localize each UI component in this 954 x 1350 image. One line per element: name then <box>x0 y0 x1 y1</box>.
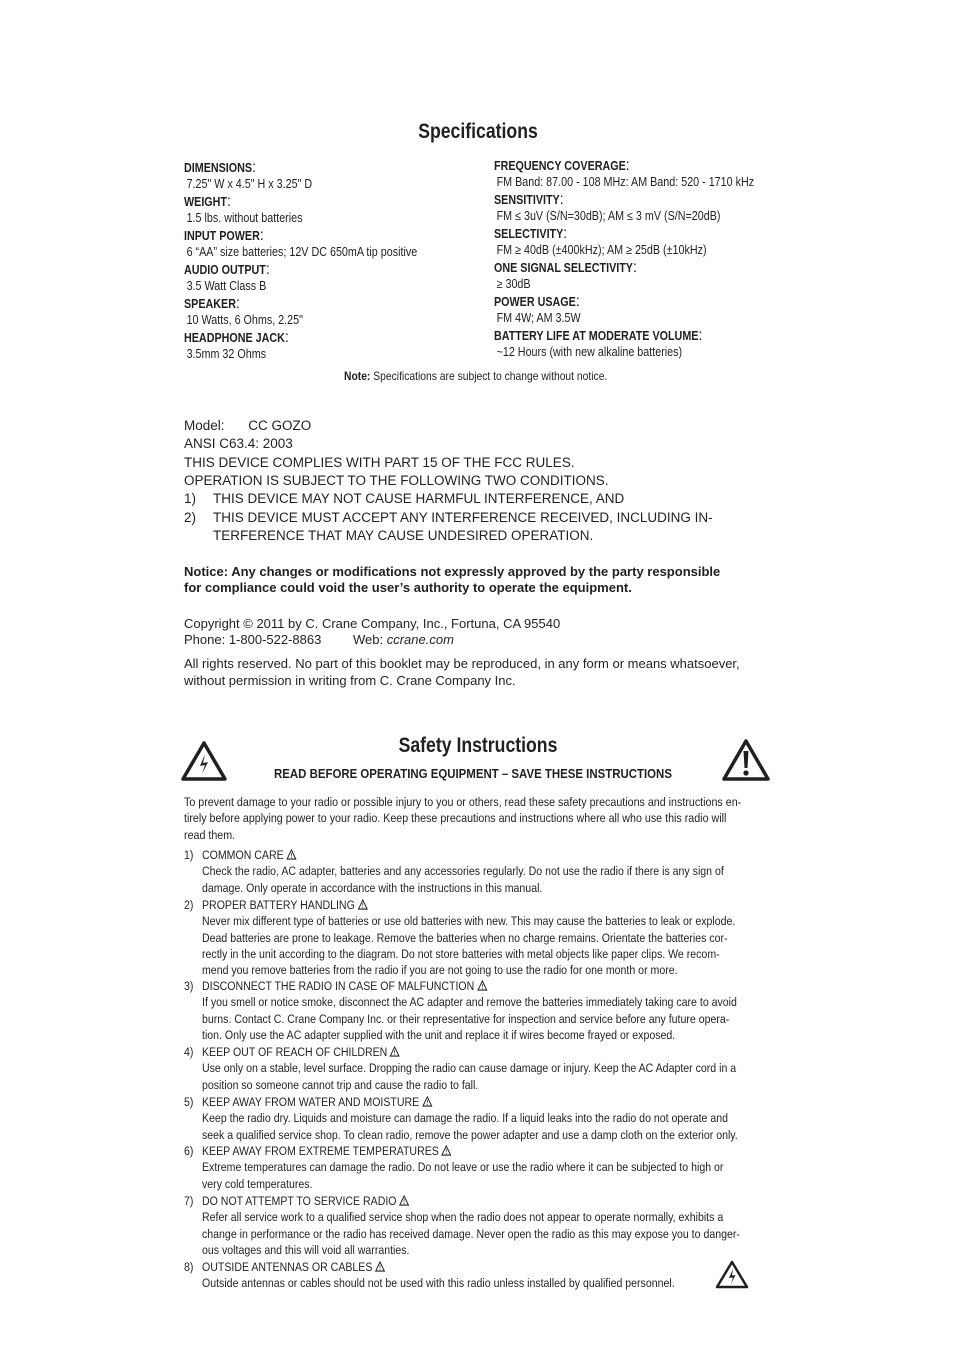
safety-item-title <box>202 1259 385 1275</box>
fcc-line-1: THIS DEVICE COMPLIES WITH PART 15 OF THE FCC RULES. <box>184 455 575 470</box>
spec-label: SENSITIVITY <box>494 193 560 207</box>
caution-icon <box>357 899 367 910</box>
safety-item-title-text: DISCONNECT THE RADIO IN CASE OF MALFUNCTION <box>202 979 475 993</box>
spec-value: ≥ 30dB <box>496 277 531 291</box>
spec-value: FM ≥ 40dB (±400kHz); AM ≥ 25dB (±10kHz) <box>496 243 707 257</box>
safety-item-text: mend you remove batteries from the radio if you are not going to use the radio for one month or more. <box>202 963 678 978</box>
specs-right-column: FREQUENCY COVERAGE: FM Band: 87.00 - 108 MHz: AM Band: 520 - 1710 kHz SENSITIVITY: FM ≤ 3uV (S/N=30dB); AM ≤ 3 mV (S/N=20dB) SELECTIVITY: FM ≥ 40dB (±400kHz); AM ≥ 25dB (±10kHz) ONE SIGNAL SELECTIVITY: ≥ 30dB POWER USAGE: FM 4W; AM 3.5W BATTERY LIFE AT MODERATE VOLUME: ~12 Hours (with new alkaline batteries) <box>494 157 755 359</box>
spec-value: 3.5 Watt Class B <box>186 279 267 293</box>
fcc-condition-1-text: THIS DEVICE MAY NOT CAUSE HARMFUL INTERFERENCE, AND <box>213 491 625 506</box>
rights-text <box>184 656 740 689</box>
intro-line: To prevent damage to your radio or possible injury to you or others, read these safety precautions and instructions en- <box>184 795 742 809</box>
note-text: Specifications are subject to change without notice. <box>373 369 608 383</box>
safety-item-text: Outside antennas or cables should not be used with this radio unless installed by qualified personnel. <box>202 1276 675 1291</box>
spec-label: AUDIO OUTPUT <box>184 263 266 277</box>
fcc-line-2: OPERATION IS SUBJECT TO THE FOLLOWING TWO CONDITIONS. <box>184 473 609 488</box>
safety-item-text: Dead batteries are prone to leakage. Remove the batteries when no charge remains. Orientate the batteries cor- <box>202 930 728 945</box>
model-label: Model: <box>184 418 225 433</box>
spec-label: SPEAKER <box>184 297 236 311</box>
spec-value: ~12 Hours (with new alkaline batteries) <box>496 345 683 359</box>
caution-icon <box>441 1145 451 1156</box>
notice-line: Notice: Any changes or modifications not expressly approved by the party responsible <box>184 564 721 579</box>
caution-icon <box>399 1195 409 1206</box>
electrical-warning-icon <box>180 740 228 782</box>
safety-item-text: rectly in the unit according to the diagram. Do not store batteries with metal objects like paper clips. We recom- <box>202 946 720 961</box>
safety-item-title-text: KEEP OUT OF REACH OF CHILDREN <box>202 1045 388 1059</box>
web-link[interactable]: ccrane.com <box>386 632 454 647</box>
safety-intro <box>184 794 824 843</box>
safety-item-text: Use only on a stable, level surface. Dropping the radio can cause damage or injury. Keep the AC Adapter cord in a <box>202 1061 737 1076</box>
intro-line: read them. <box>184 827 236 842</box>
safety-item-title <box>202 847 297 863</box>
exclamation-warning-icon <box>721 738 771 782</box>
fcc-condition-2-text: THIS DEVICE MUST ACCEPT ANY INTERFERENCE RECEIVED, INCLUDING IN- <box>213 510 713 525</box>
caution-icon <box>390 1046 400 1057</box>
safety-title: Safety Instructions <box>398 734 558 757</box>
safety-item-text: very cold temperatures. <box>202 1176 313 1191</box>
safety-item-title-text: KEEP AWAY FROM EXTREME TEMPERATURES <box>202 1144 439 1158</box>
safety-item-title-text: OUTSIDE ANTENNAS OR CABLES <box>202 1260 373 1274</box>
spec-label: INPUT POWER <box>184 229 260 243</box>
spec-value: 7.25" W x 4.5" H x 3.25" D <box>186 177 313 191</box>
safety-item-title-text: KEEP AWAY FROM WATER AND MOISTURE <box>202 1095 420 1109</box>
caution-icon <box>477 980 487 991</box>
spec-label: POWER USAGE <box>494 295 576 309</box>
caution-icon <box>286 849 296 860</box>
fcc-condition-1-number: 1) <box>184 491 197 506</box>
safety-item-text: burns. Contact C. Crane Company Inc. or their representative for inspection and service before any future opera- <box>202 1011 730 1026</box>
fcc-model <box>184 417 311 435</box>
spec-value: 6 “AA” size batteries; 12V DC 650mA tip positive <box>186 245 418 259</box>
spec-value: 1.5 lbs. without batteries <box>186 211 303 225</box>
safety-item-number: 4) <box>184 1045 194 1059</box>
fcc-notice <box>184 564 720 596</box>
fcc-condition-2-number: 2) <box>184 510 197 525</box>
safety-item-number: 5) <box>184 1095 194 1109</box>
safety-item-title-text: PROPER BATTERY HANDLING <box>202 898 355 912</box>
contact-line <box>184 631 454 649</box>
safety-item-text: damage. Only operate in accordance with the instructions in this manual. <box>202 880 543 895</box>
spec-label: DIMENSIONS <box>184 161 253 175</box>
intro-line: tirely before applying power to your radio. Keep these precautions and instructions where all who use this radio will <box>184 811 727 826</box>
electrical-warning-icon <box>715 1260 749 1289</box>
safety-item-number: 7) <box>184 1194 194 1208</box>
rights-line: without permission in writing from C. Crane Company Inc. <box>184 672 516 688</box>
safety-item-number: 1) <box>184 848 194 862</box>
spec-label: WEIGHT <box>184 195 227 209</box>
note-label: Note: <box>344 369 371 383</box>
spec-label: ONE SIGNAL SELECTIVITY <box>494 261 633 275</box>
spec-note <box>344 369 607 383</box>
safety-item-number: 8) <box>184 1260 194 1274</box>
spec-value: 10 Watts, 6 Ohms, 2.25" <box>186 313 303 327</box>
safety-item-number: 6) <box>184 1144 194 1158</box>
safety-item-text: If you smell or notice smoke, disconnect the AC adapter and remove the batteries immediately taking care to avoid <box>202 995 737 1010</box>
fcc-ansi: ANSI C63.4: 2003 <box>184 436 293 451</box>
specs-left-column: DIMENSIONS: 7.25" W x 4.5" H x 3.25" D WEIGHT: 1.5 lbs. without batteries INPUT POWER: 6 “AA” size batteries; 12V DC 650mA tip positive AUDIO OUTPUT: 3.5 Watt Class B SPEAKER: 10 Watts, 6 Ohms, 2.25" HEADPHONE JACK: 3.5mm 32 Ohms <box>184 159 418 361</box>
spec-value: FM 4W; AM 3.5W <box>496 311 581 325</box>
safety-item-number: 2) <box>184 898 194 912</box>
spec-value: 3.5mm 32 Ohms <box>186 347 267 361</box>
spec-label: BATTERY LIFE AT MODERATE VOLUME <box>494 329 699 343</box>
spec-value: FM ≤ 3uV (S/N=30dB); AM ≤ 3 mV (S/N=20dB) <box>496 209 721 223</box>
safety-item-text: Never mix different type of batteries or use old batteries with new. This may cause the batteries to leak or explode. <box>202 914 736 929</box>
safety-item-text: ous voltages and this will void all warranties. <box>202 1242 410 1257</box>
safety-item-text: Refer all service work to a qualified service shop when the radio does not appear to operate normally, exhibits a <box>202 1210 724 1225</box>
safety-item-title <box>202 1044 400 1060</box>
safety-subtitle: READ BEFORE OPERATING EQUIPMENT – SAVE THESE INSTRUCTIONS <box>274 766 672 781</box>
caution-icon <box>422 1096 432 1107</box>
spec-label: FREQUENCY COVERAGE <box>494 159 626 173</box>
safety-item-number: 3) <box>184 979 194 993</box>
safety-item-text: change in performance or the radio has received damage. Never open the radio as this may expose you to danger- <box>202 1226 740 1241</box>
safety-item-text: tion. Only use the AC adapter supplied with the unit and replace it if wires become frayed or exposed. <box>202 1027 676 1042</box>
fcc-condition-2-text-cont: TERFERENCE THAT MAY CAUSE UNDESIRED OPERATION. <box>213 528 594 543</box>
safety-item-title-text: DO NOT ATTEMPT TO SERVICE RADIO <box>202 1194 397 1208</box>
safety-item-title-text: COMMON CARE <box>202 848 284 862</box>
safety-item-text: Keep the radio dry. Liquids and moisture can damage the radio. If a liquid leaks into the radio do not operate and <box>202 1111 728 1126</box>
copyright-line: Copyright © 2011 by C. Crane Company, Inc., Fortuna, CA 95540 <box>184 616 561 631</box>
safety-item-title <box>202 1193 409 1209</box>
phone-text: Phone: 1-800-522-8863 <box>184 632 322 647</box>
specifications-title: Specifications <box>418 120 538 143</box>
notice-line: for compliance could void the user’s authority to operate the equipment. <box>184 580 632 595</box>
safety-item-text: seek a qualified service shop. To clean radio, remove the power adapter and use a damp cloth on the exterior only. <box>202 1127 738 1142</box>
safety-item-title <box>202 1143 452 1159</box>
safety-item-title <box>202 897 368 913</box>
safety-item-text: Check the radio, AC adapter, batteries and any accessories regularly. Do not use the radio if there is any sign of <box>202 864 724 879</box>
caution-icon <box>375 1261 385 1272</box>
safety-item-title <box>202 1094 432 1110</box>
model-value: CC GOZO <box>248 418 312 433</box>
safety-item-text: Extreme temperatures can damage the radio. Do not leave or use the radio where it can be subjected to high or <box>202 1160 724 1175</box>
spec-label: SELECTIVITY <box>494 227 564 241</box>
spec-label: HEADPHONE JACK <box>184 331 285 345</box>
safety-item-title <box>202 978 487 994</box>
web-label: Web: <box>352 632 384 647</box>
spec-value: FM Band: 87.00 - 108 MHz: AM Band: 520 - 1710 kHz <box>496 175 755 189</box>
safety-item-text: position so someone cannot trip and cause the radio to fall. <box>202 1077 479 1092</box>
rights-line: All rights reserved. No part of this booklet may be reproduced, in any form or means whatsoever, <box>184 656 740 671</box>
